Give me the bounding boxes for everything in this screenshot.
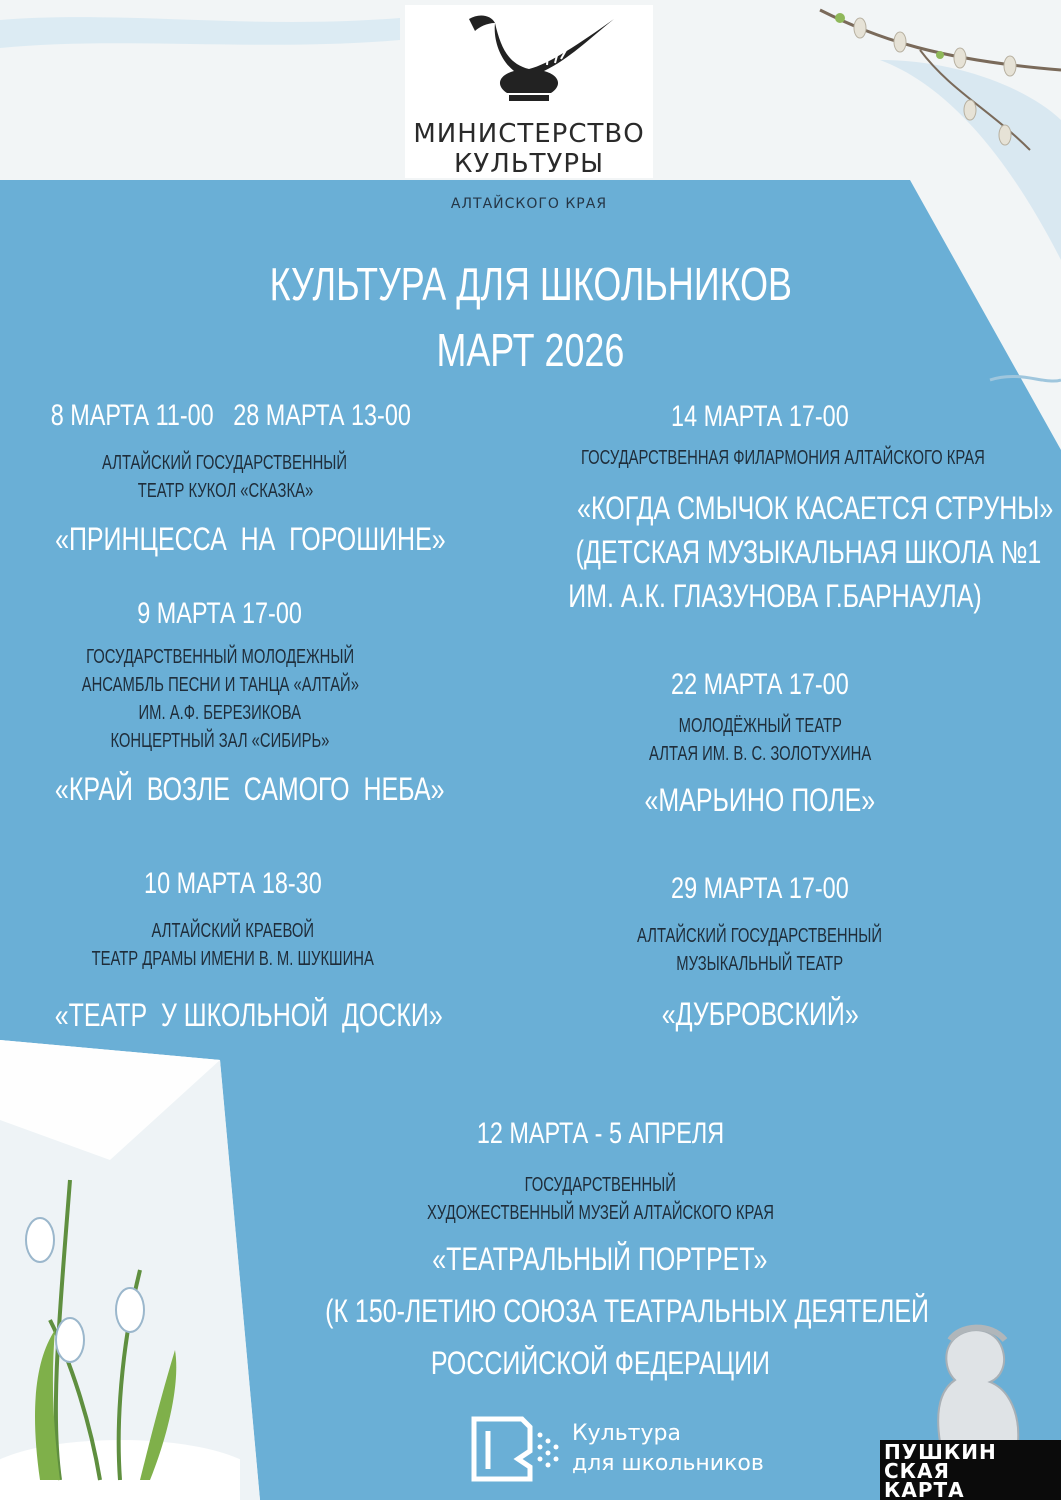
page-title: [0, 259, 1061, 309]
event-title: «ПРИНЦЕССА НА ГОРОШИНЕ»: [55, 521, 446, 557]
event-org: АЛТАЙСКИЙ ГОСУДАРСТВЕННЫЙ: [102, 452, 348, 474]
event-card-1: [0, 397, 450, 561]
event-org: КОНЦЕРТНЫЙ ЗАЛ «СИБИРЬ»: [110, 730, 330, 752]
footer-caption: [572, 1419, 764, 1479]
event-title: «КОГДА СМЫЧОК КАСАЕТСЯ СТРУНЫ»: [577, 490, 1054, 526]
pushkin-bust-icon: [880, 1320, 1061, 1442]
event-card-6: [510, 870, 1010, 1036]
pushkin-card-badge: [880, 1440, 1061, 1500]
event-org: ГОСУДАРСТВЕННЫЙ МОЛОДЕЖНЫЙ: [85, 646, 354, 668]
event-org: АЛТАЙСКИЙ КРАЕВОЙ: [151, 920, 314, 942]
event-card-3: [0, 595, 445, 811]
bowl-emblem-icon: [439, 9, 619, 109]
snowdrop-flowers-icon: [0, 1160, 240, 1500]
event-title: «МАРЬИНО ПОЛЕ»: [644, 782, 876, 818]
event-card-5: [0, 865, 465, 1037]
event-org: ИМ. А.Ф. БЕРЕЗИКОВА: [138, 702, 302, 724]
logo-region: АЛТАЙСКОГО КРАЯ: [450, 196, 608, 212]
pushkin-line1: ПУШКИН: [884, 1440, 997, 1464]
event-org: АЛТАЙСКИЙ ГОСУДАРСТВЕННЫЙ: [637, 925, 883, 947]
event-date: 22 МАРТА 17-00: [671, 668, 849, 701]
event-org: МОЛОДЁЖНЫЙ ТЕАТР: [678, 715, 842, 737]
event-title: ИМ. А.К. ГЛАЗУНОВА Г.БАРНАУЛА): [568, 578, 982, 614]
event-date: 10 МАРТА 18-30: [143, 867, 322, 900]
footer-line2: для школьников: [572, 1451, 764, 1476]
event-title: «ДУБРОВСКИЙ»: [661, 996, 859, 1032]
event-org: ТЕАТР ДРАМЫ ИМЕНИ В. М. ШУКШИНА: [91, 948, 374, 970]
ministry-logo: [405, 5, 653, 178]
willow-branch-icon: [800, 0, 1061, 160]
event-org: ГОСУДАРСТВЕННАЯ ФИЛАРМОНИЯ АЛТАЙСКОГО КРАЯ: [580, 447, 985, 469]
event-org: ГОСУДАРСТВЕННЫЙ: [524, 1174, 676, 1196]
event-title: «ТЕАТРАЛЬНЫЙ ПОРТРЕТ»: [432, 1241, 768, 1277]
event-date: 12 МАРТА - 5 АПРЕЛЯ: [476, 1117, 724, 1150]
event-card-2: [510, 398, 1054, 618]
title-line1: КУЛЬТУРА ДЛЯ ШКОЛЬНИКОВ: [269, 258, 792, 310]
footer-line1: Культура: [572, 1421, 681, 1446]
event-org: ХУДОЖЕСТВЕННЫЙ МУЗЕЙ АЛТАЙСКОГО КРАЯ: [426, 1202, 774, 1224]
event-org: АЛТАЯ ИМ. В. С. ЗОЛОТУХИНА: [648, 743, 872, 765]
logo-line-culture: КУЛЬТУРЫ: [453, 149, 605, 179]
event-date: 9 МАРТА 17-00: [137, 597, 303, 630]
event-date: 14 МАРТА 17-00: [671, 400, 849, 433]
event-title: (ДЕТСКАЯ МУЗЫКАЛЬНАЯ ШКОЛА №1: [575, 534, 1042, 570]
event-title: РОССИЙСКОЙ ФЕДЕРАЦИИ: [430, 1345, 770, 1381]
title-line2: МАРТ 2026: [436, 324, 625, 376]
event-card-7: [240, 1115, 960, 1389]
event-org: АНСАМБЛЬ ПЕСНИ И ТАНЦА «АЛТАЙ»: [81, 674, 359, 696]
event-card-4: [510, 666, 1010, 822]
event-title: (К 150-ЛЕТИЮ СОЮЗА ТЕАТРАЛЬНЫХ ДЕЯТЕЛЕЙ: [325, 1293, 929, 1329]
event-date: 29 МАРТА 17-00: [671, 872, 849, 905]
event-title: «КРАЙ ВОЗЛЕ САМОГО НЕБА»: [54, 771, 445, 807]
event-title: «ТЕАТР У ШКОЛЬНОЙ ДОСКИ»: [54, 997, 443, 1033]
pushkin-line2: СКАЯ: [884, 1459, 950, 1483]
page-subtitle: [0, 325, 1061, 375]
culture-for-schoolchildren-logo-icon: [470, 1415, 560, 1485]
pushkin-line3: КАРТА: [884, 1478, 965, 1500]
logo-line-ministry: МИНИСТЕРСТВО: [413, 119, 645, 149]
event-org: МУЗЫКАЛЬНЫЙ ТЕАТР: [676, 953, 844, 975]
event-date: 8 МАРТА 11-00 28 МАРТА 13-00: [50, 399, 411, 432]
event-org: ТЕАТР КУКОЛ «СКАЗКА»: [137, 480, 313, 502]
